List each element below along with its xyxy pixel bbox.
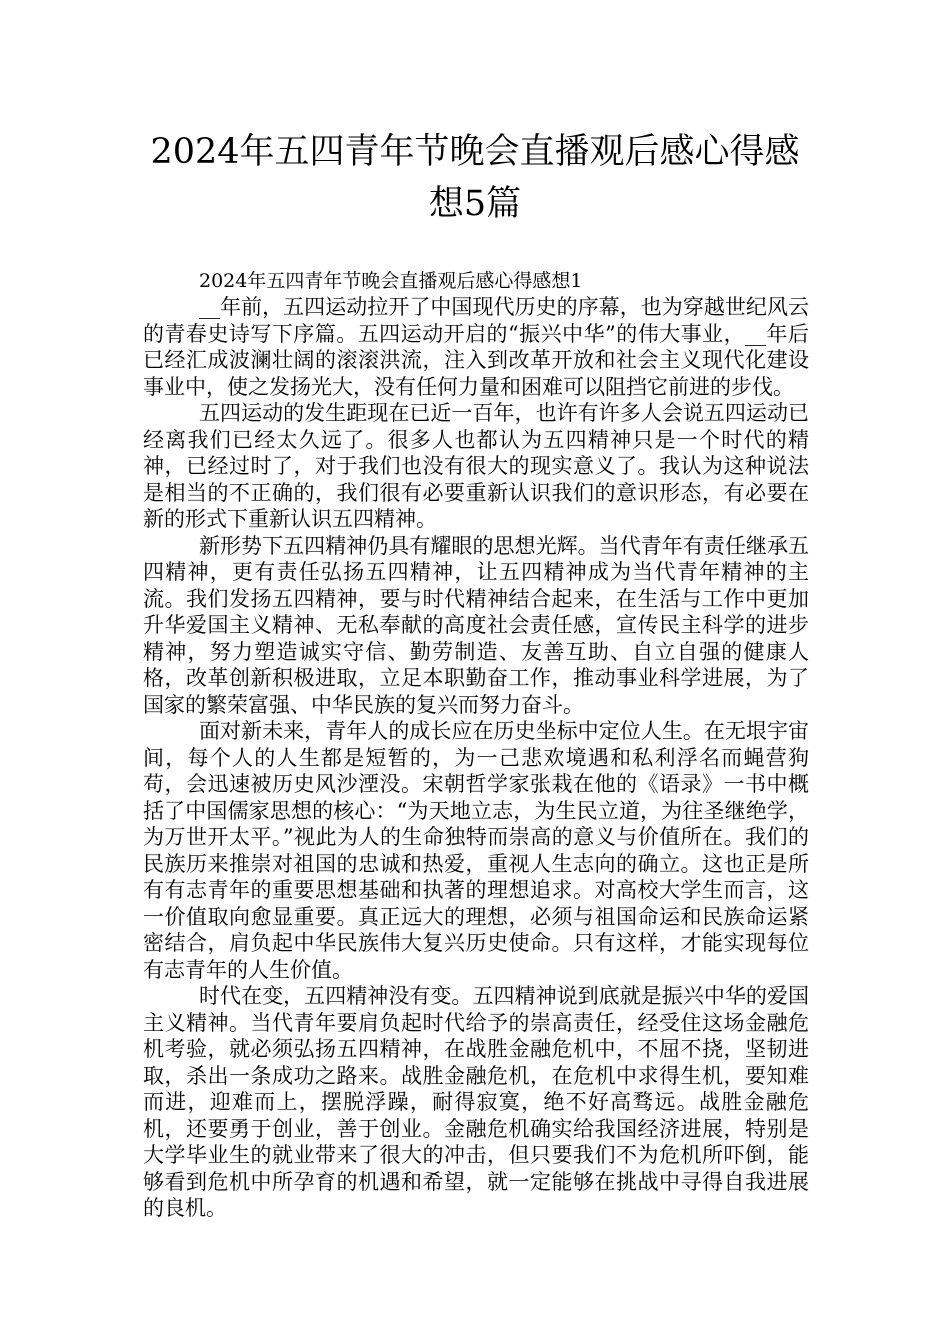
paragraph-5: 时代在变，五四精神没有变。五四精神说到底就是振兴中华的爱国主义精神。当代青年要肩负起时代给予的崇高责任，经受住这场金融危机考验，就必须弘扬五四精神，在战胜金融危机中，不屈不挠，坚韧进取，杀出一条成功之路来。战胜金融危机，在危机中求得生机，要知难而进，迎难而上，摆脱浮躁，耐得寂寞，绝不好高骛远。战胜金融危机，还要勇于创业，善于创业。金融危机确实给我国经济进展，特别是大学毕业生的就业带来了很大的冲击，但只要我们不为危机所吓倒，能够看到危机中所孕育的机遇和希望，就一定能够在挑战中寻得自我进展的良机。: [143, 984, 809, 1220]
paragraph-3: 新形势下五四精神仍具有耀眼的思想光辉。当代青年有责任继承五四精神，更有责任弘扬五四精神，让五四精神成为当代青年精神的主流。我们发扬五四精神，要与时代精神结合起来，在生活与工作中更加升华爱国主义精神、无私奉献的高度社会责任感，宣传民主科学的进步精神，努力塑造诚实守信、勤劳制造、友善互助、自立自强的健康人格，改革创新积极进取，立足本职勤奋工作，推动事业科学进展，为了国家的繁荣富强、中华民族的复兴而努力奋斗。: [143, 533, 809, 717]
section-heading: 2024年五四青年节晚会直播观后感心得感想1: [199, 270, 583, 292]
paragraph-4: 面对新未来，青年人的成长应在历史坐标中定位人生。在无垠宇宙间，每个人的人生都是短暂的，为一己悲欢境遇和私利浮名而蝇营狗苟，会迅速被历史风沙湮没。宋朝哲学家张栽在他的《语录》一书中概括了中国儒家思想的核心：“为天地立志，为生民立道，为往圣继绝学，为万世开太平。”视此为人的生命独特而崇高的意义与价值所在。我们的民族历来推崇对祖国的忠诚和热爱，重视人生志向的确立。这也正是所有有志青年的重要思想基础和执著的理想追求。对高校大学生而言，这一价值取向愈显重要。真正远大的理想，必须与祖国命运和民族命运紧密结合，肩负起中华民族伟大复兴历史使命。只有这样，才能实现每位有志青年的人生价值。: [143, 719, 809, 982]
document-title: 2024年五四青年节晚会直播观后感心得感想5篇: [150, 132, 800, 224]
paragraph-1: __年前，五四运动拉开了中国现代历史的序幕，也为穿越世纪风云的青春史诗写下序篇。五四运动开启的“振兴中华”的伟大事业，__年后已经汇成波澜壮阔的滚滚洪流，注入到改革开放和社会主义现代化建设事业中，使之发扬光大，没有任何力量和困难可以阻挡它前进的步伐。: [143, 295, 809, 399]
document-body: [143, 268, 809, 1222]
paragraph-2: 五四运动的发生距现在已近一百年，也许有许多人会说五四运动已经离我们已经太久远了。很多人也都认为五四精神只是一个时代的精神，已经过时了，对于我们也没有很大的现实意义了。我认为这种说法是相当的不正确的，我们很有必要重新认识我们的意识形态，有必要在新的形式下重新认识五四精神。: [143, 401, 809, 531]
